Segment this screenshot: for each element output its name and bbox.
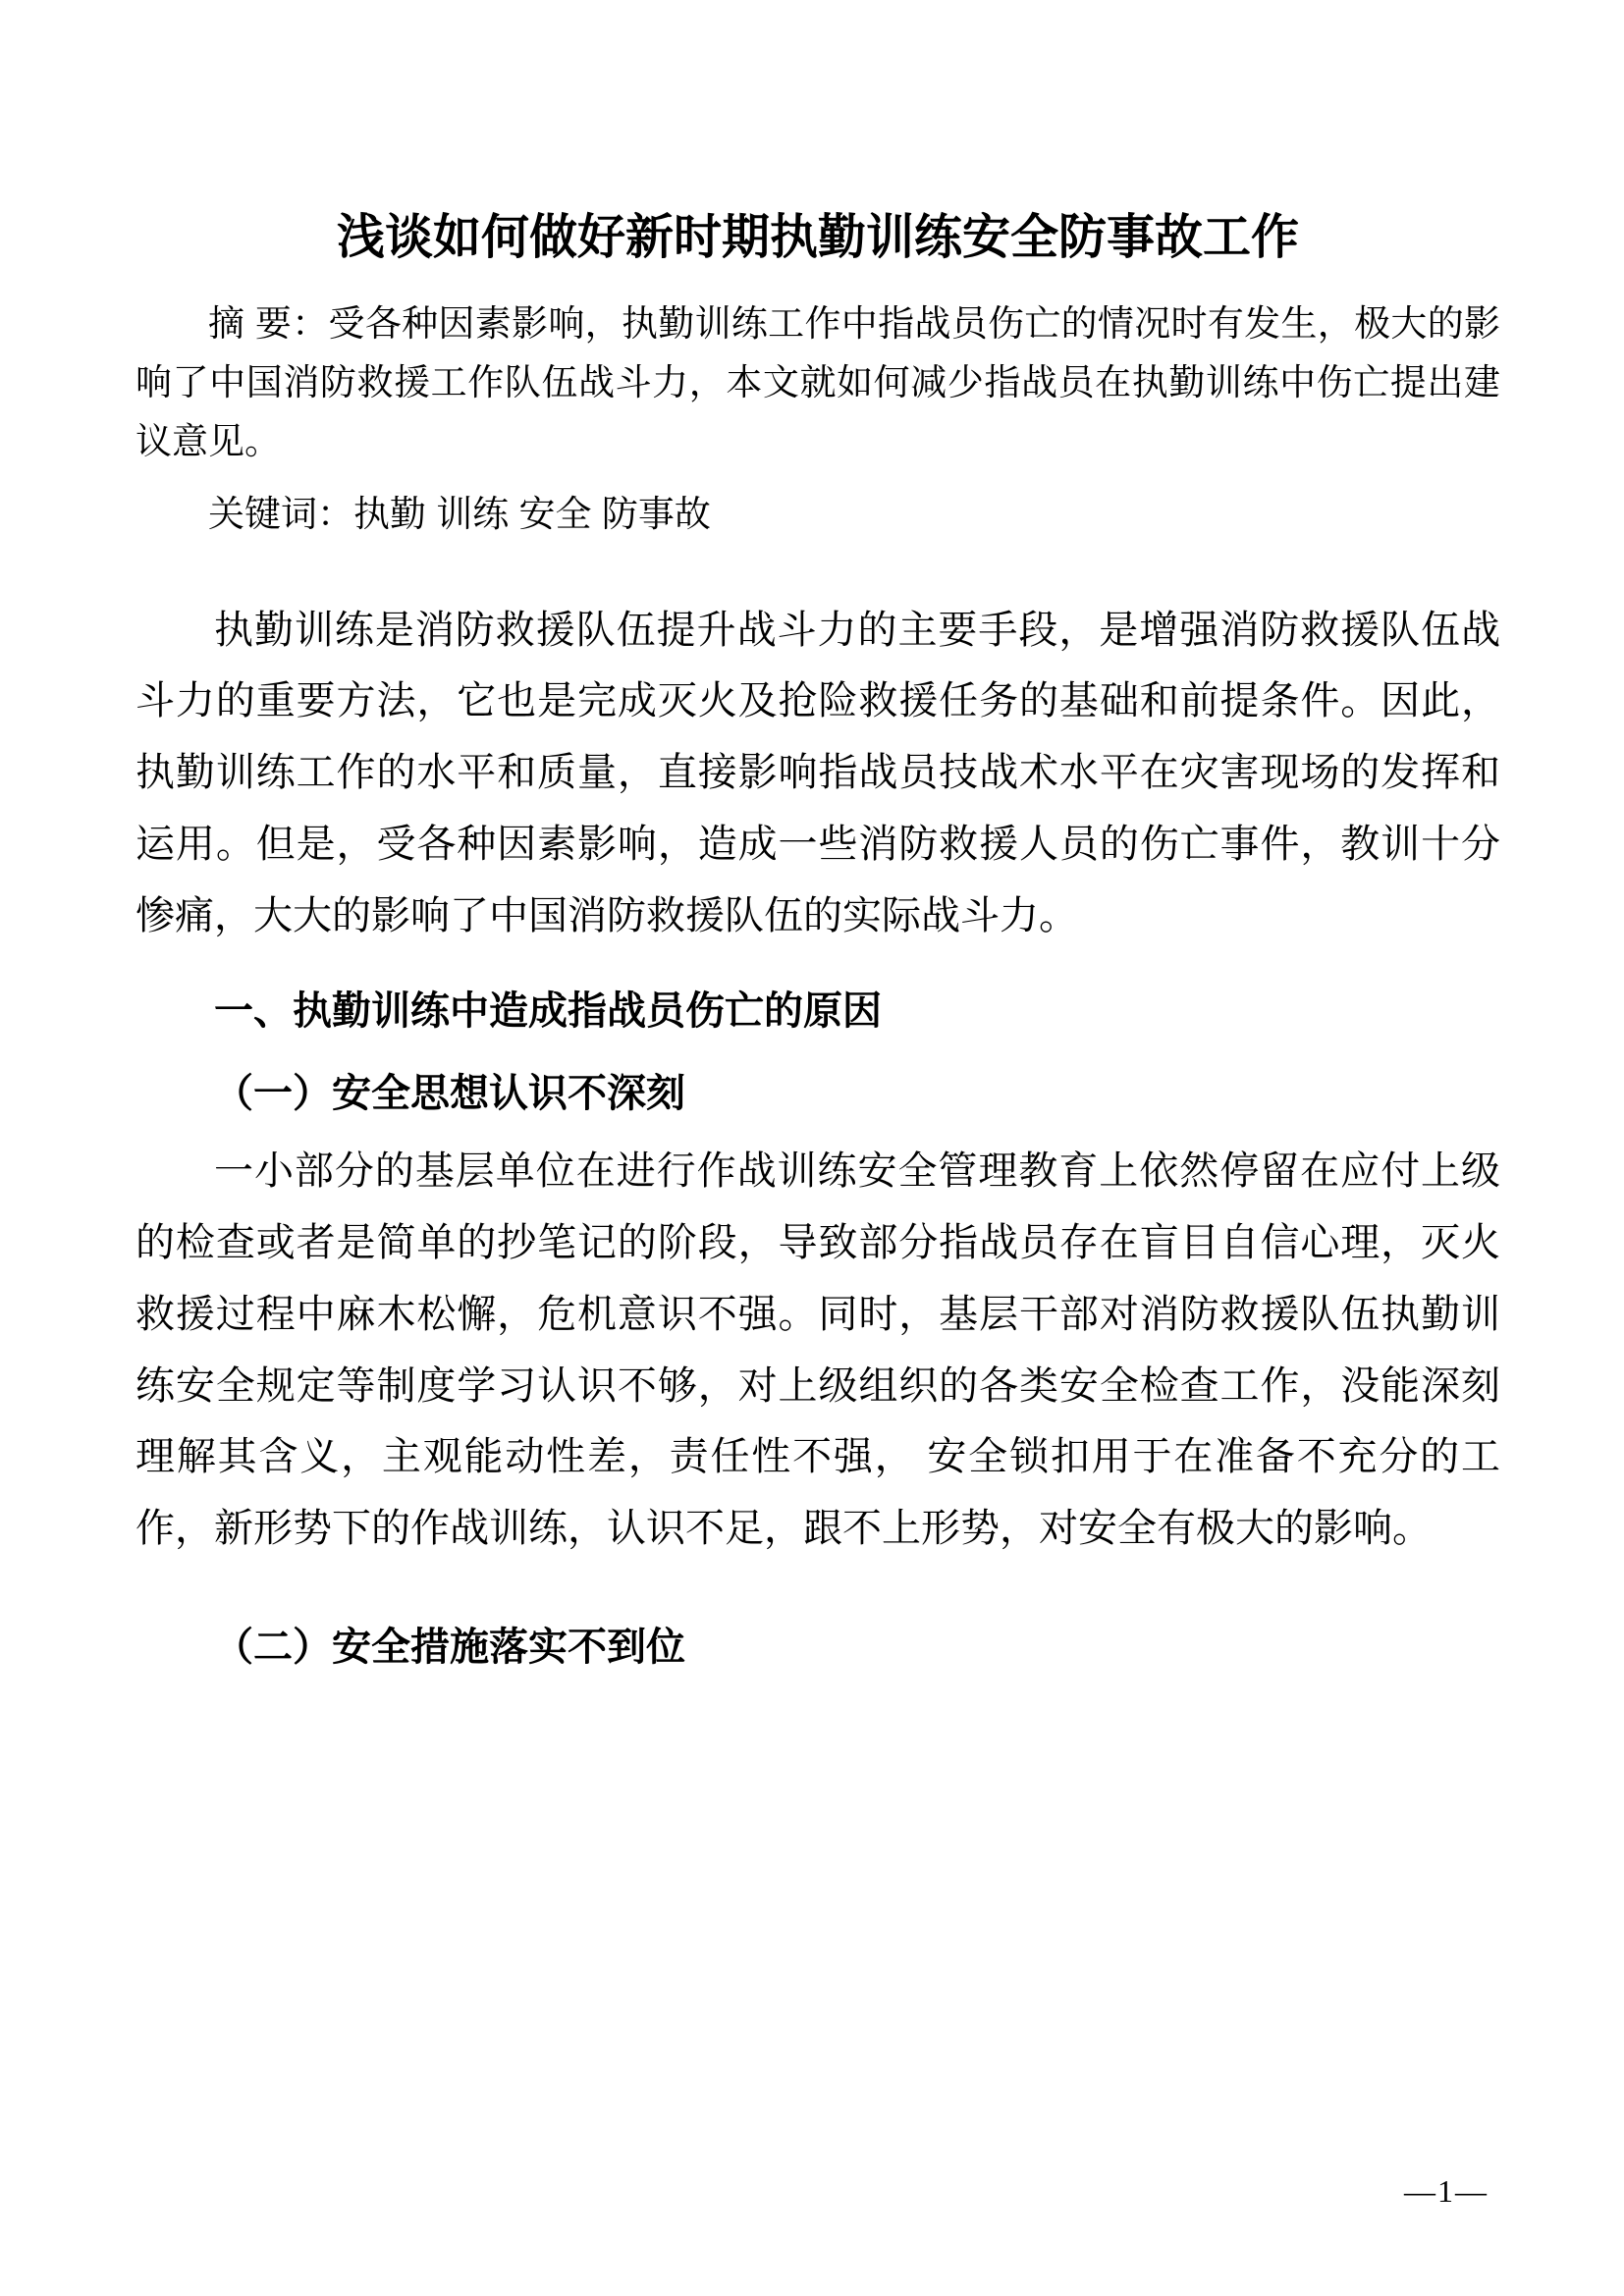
page-number: —1— [1404, 2173, 1489, 2209]
subsection-heading-1: （一）安全思想认识不深刻 [214, 1072, 685, 1116]
subsection-1-paragraph: 一小部分的基层单位在进行作战训练安全管理教育上依然停留在应付上级的检查或者是简单的抄笔记的阶段，导致部分指战员存在盲目自信心理，灭火救援过程中麻木松懈，危机意识不强。同时，基层干部对消防救援队伍执勤训练安全规定等制度学习认识不够，对上级组织的各类安全检查工作，没能深刻理解其含义，主观能动性差，责任性不强， 安全锁扣用于在准备不充分的工作，新形势下的作战训练，认识不足，跟不上形势，对安全有极大的影响。 [135, 1148, 1500, 1551]
abstract-paragraph: 摘 要：受各种因素影响，执勤训练工作中指战员伤亡的情况时有发生，极大的影响了中国消防救援工作队伍战斗力，本文就如何减少指战员在执勤训练中伤亡提出建议意见。 [135, 302, 1500, 461]
page-content [135, 0, 1500, 1680]
keywords-paragraph: 关键词：执勤 训练 安全 防事故 [208, 493, 711, 534]
subsection-heading-2: （二）安全措施落实不到位 [214, 1625, 685, 1669]
section-heading-1: 一、执勤训练中造成指战员伤亡的原因 [214, 988, 882, 1033]
page-title: 浅谈如何做好新时期执勤训练安全防事故工作 [336, 211, 1299, 264]
intro-paragraph: 执勤训练是消防救援队伍提升战斗力的主要手段，是增强消防救援队伍战斗力的重要方法，它也是完成灭火及抢险救援任务的基础和前提条件。因此，执勤训练工作的水平和质量，直接影响指战员技战术水平在灾害现场的发挥和运用。但是，受各种因素影响，造成一些消防救援人员的伤亡事件，教训十分惨痛，大大的影响了中国消防救援队伍的实际战斗力。 [135, 607, 1500, 937]
